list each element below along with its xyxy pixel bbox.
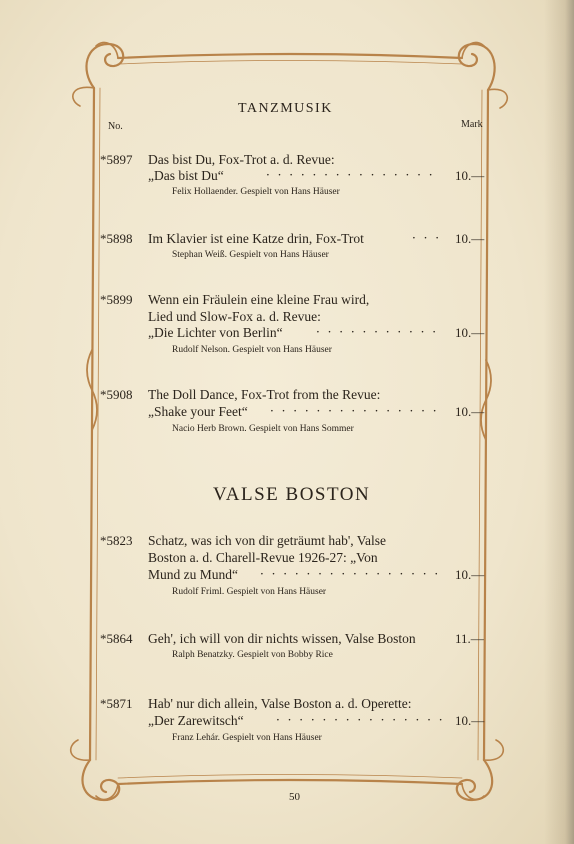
entry-title-line: „Der Zarewitsch“ [148, 713, 244, 728]
price: 10.— [455, 713, 485, 728]
entry-title-line: „Die Lichter von Berlin“ [148, 325, 283, 340]
entry-title-line: Wenn ein Fräulein eine kleine Frau wird, [148, 292, 370, 307]
entry-title-line: Boston a. d. Charell-Revue 1926-27: „Von [148, 550, 378, 565]
entry-credit: Nacio Herb Brown. Gespielt von Hans Sommer [172, 424, 354, 434]
entry-title-line: Lied und Slow-Fox a. d. Revue: [148, 309, 321, 324]
page-number: 50 [289, 791, 300, 803]
entry-title-line: The Doll Dance, Fox-Trot from the Revue: [148, 387, 381, 402]
leader-dots: · · · · · · · · · · · · · · · [266, 168, 435, 182]
leader-dots: · · · [412, 231, 442, 245]
entry-title-line: „Das bist Du“ [148, 168, 224, 183]
price: 10.— [455, 567, 485, 582]
entry-title-line: Geh', ich will von dir nichts wissen, Valse Boston [148, 631, 416, 646]
entry-title-line: Hab' nur dich allein, Valse Boston a. d. Operette: [148, 696, 412, 711]
section-title-valse-boston: VALSE BOSTON [213, 484, 371, 505]
column-header-number: No. [108, 121, 123, 132]
section-title-tanzmusik: TANZMUSIK [238, 101, 333, 116]
entry-credit: Rudolf Friml. Gespielt von Hans Häuser [172, 587, 327, 597]
price: 11.— [455, 631, 484, 646]
price: 10.— [455, 325, 485, 340]
leader-dots: · · · · · · · · · · · · · · · [270, 404, 439, 418]
price: 10.— [455, 168, 485, 183]
entry-credit: Ralph Benatzky. Gespielt von Bobby Rice [172, 650, 333, 660]
catalog-number: *5908 [100, 387, 133, 402]
entry-credit: Felix Hollaender. Gespielt von Hans Häuser [172, 187, 340, 197]
entry-title-line: Schatz, was ich von dir geträumt hab', Valse [148, 533, 386, 548]
leader-dots: · · · · · · · · · · · · · · · [276, 713, 445, 727]
entry-title-line: Im Klavier ist eine Katze drin, Fox-Trot [148, 231, 364, 246]
column-header-mark: Mark [461, 119, 483, 130]
catalog-number: *5823 [100, 533, 133, 548]
catalog-number: *5899 [100, 292, 133, 307]
catalog-number: *5871 [100, 696, 133, 711]
catalog-number: *5897 [100, 152, 133, 167]
price: 10.— [455, 231, 485, 246]
entry-credit: Franz Lehár. Gespielt von Hans Häuser [172, 733, 322, 743]
leader-dots: · · · · · · · · · · · [316, 325, 439, 339]
catalog-number: *5898 [100, 231, 133, 246]
leader-dots: · · · · · · · · · · · · · · · · [260, 567, 441, 581]
entry-title-line: Mund zu Mund“ [148, 567, 238, 582]
entry-credit: Stephan Weiß. Gespielt von Hans Häuser [172, 250, 329, 260]
entry-title-line: „Shake your Feet“ [148, 404, 248, 419]
entry-title-line: Das bist Du, Fox-Trot a. d. Revue: [148, 152, 335, 167]
catalog-number: *5864 [100, 631, 133, 646]
price: 10.— [455, 404, 485, 419]
entry-credit: Rudolf Nelson. Gespielt von Hans Häuser [172, 345, 332, 355]
